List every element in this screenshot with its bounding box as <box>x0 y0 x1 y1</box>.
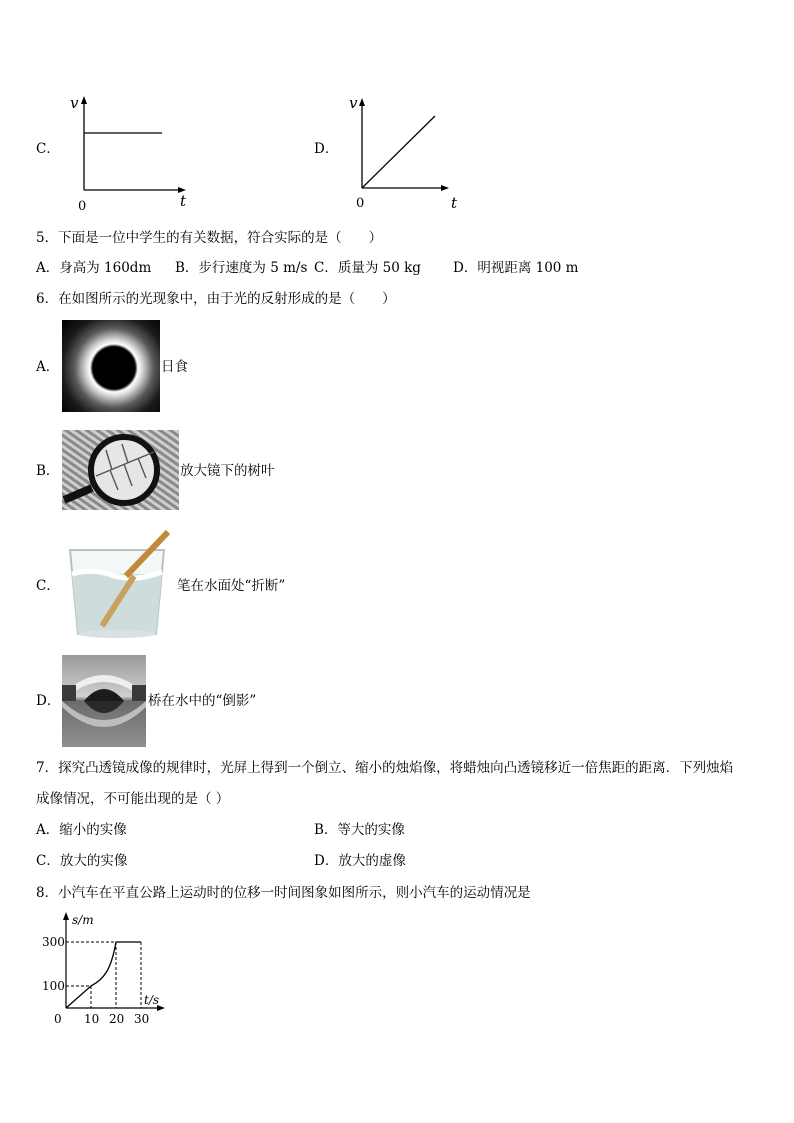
x-tick-label-30: 30 <box>134 1012 150 1026</box>
axis-label-t: t <box>451 194 458 212</box>
origin-label: 0 <box>356 196 365 211</box>
q6-option-b-label: B． <box>36 463 60 479</box>
displacement-series-line <box>66 942 141 1008</box>
axis-label-v: v <box>70 94 79 112</box>
q4-option-d-label: D． <box>314 141 339 157</box>
axis-label-v: v <box>349 94 358 112</box>
q6-stem: 6．在如图所示的光现象中，由于光的反射形成的是（ ） <box>36 291 396 307</box>
q5-stem: 5．下面是一位中学生的有关数据，符合实际的是（ ） <box>36 230 383 246</box>
q7-option-a: A．缩小的实像 <box>36 822 127 838</box>
q4-option-c-graph <box>66 92 196 214</box>
solar-eclipse-photo-icon <box>62 320 160 412</box>
q8-displacement-time-chart <box>36 908 166 1030</box>
origin-label: 0 <box>78 199 87 214</box>
x-axis-label: t/s <box>144 993 160 1007</box>
y-tick-label-300: 300 <box>42 935 65 949</box>
q7-option-d: D．放大的虚像 <box>314 853 406 869</box>
axis-label-t: t <box>180 192 187 210</box>
x-tick-label-10: 10 <box>84 1012 100 1026</box>
q7-option-c: C．放大的实像 <box>36 853 128 869</box>
q5-option-a: A．身高为 160dm <box>36 260 152 276</box>
y-axis-label: s/m <box>72 913 94 927</box>
q6-option-b-caption: 放大镜下的树叶 <box>180 463 275 479</box>
q7-option-b: B．等大的实像 <box>314 822 405 838</box>
magnified-leaf-photo-icon <box>62 430 179 510</box>
uniform-acceleration-line <box>362 116 435 188</box>
s-axis-arrow <box>63 912 69 920</box>
q5-option-c: C．质量为 50 kg <box>314 260 421 276</box>
q4-option-d-graph <box>345 92 475 214</box>
t-axis-arrow <box>441 185 449 191</box>
q6-option-a-caption: 日食 <box>161 359 188 375</box>
v-axis-arrow <box>359 98 365 106</box>
pencil-in-water-photo-icon <box>64 528 170 640</box>
bridge-reflection-photo-icon <box>62 655 146 747</box>
v-axis-arrow <box>81 96 87 104</box>
q5-option-b: B．步行速度为 5 m/s <box>175 260 308 276</box>
y-tick-label-100: 100 <box>42 979 65 993</box>
q5-option-d: D．明视距离 100 m <box>453 260 579 276</box>
q6-option-c-label: C． <box>36 578 60 594</box>
x-tick-label-20: 20 <box>109 1012 125 1026</box>
q6-option-d-caption: 桥在水中的“倒影” <box>148 693 257 709</box>
q8-stem: 8．小汽车在平直公路上运动时的位移一时间图象如图所示，则小汽车的运动情况是 <box>36 885 531 901</box>
q7-stem-line1: 7．探究凸透镜成像的规律时，光屏上得到一个倒立、缩小的烛焰像，将蜡烛向凸透镜移近一倍焦距的距离．下列烛焰 <box>36 760 734 776</box>
x-tick-label-0: 0 <box>54 1012 62 1026</box>
q6-option-d-label: D． <box>36 693 61 709</box>
q6-option-c-caption: 笔在水面处“折断” <box>177 578 286 594</box>
q7-stem-line2: 成像情况，不可能出现的是（ ） <box>36 791 230 807</box>
q4-option-c-label: C． <box>36 141 60 157</box>
q6-option-a-label: A． <box>36 359 60 375</box>
